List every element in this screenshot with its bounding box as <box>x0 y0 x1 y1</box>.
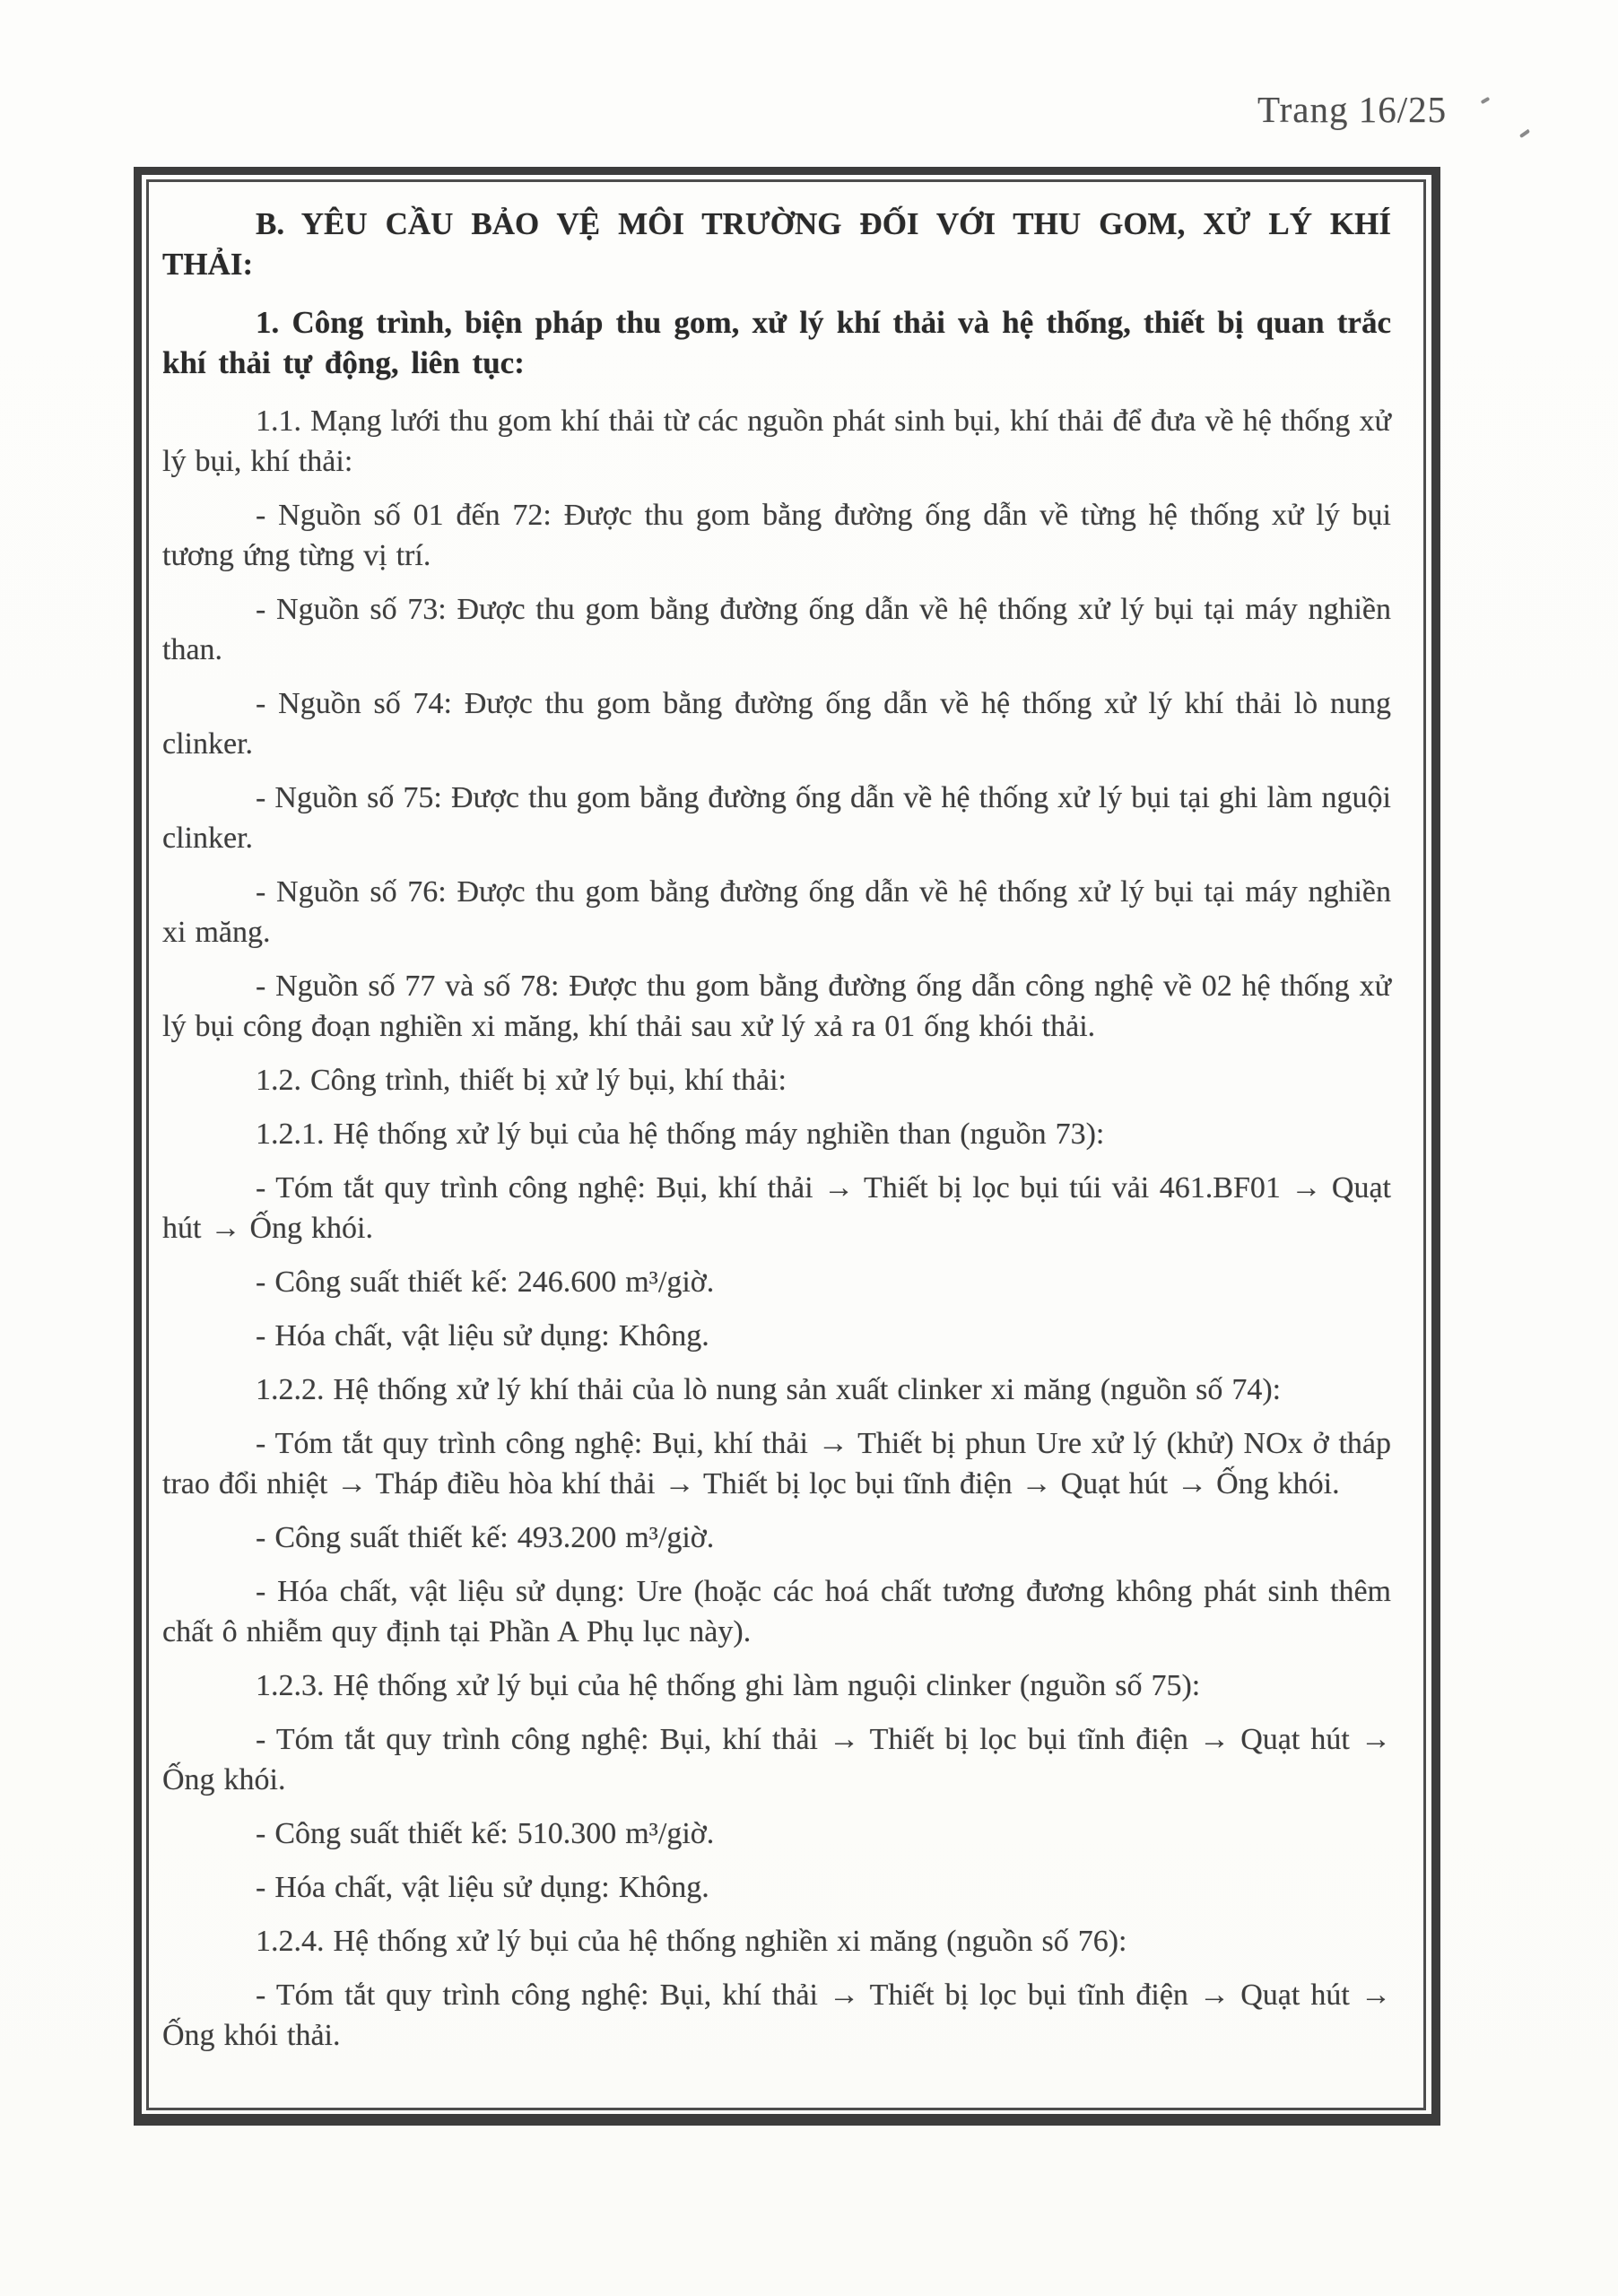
para-cong-suat-1-2-2: - Công suất thiết kế: 493.200 m³/giờ. <box>256 1521 715 1554</box>
heading-1-2-2: 1.2.2. Hệ thống xử lý khí thải của lò nung sản xuất clinker xi măng (nguồn số 74): <box>256 1373 1282 1406</box>
content-area <box>146 179 1426 2110</box>
para-quy-trinh-1-2-1: - Tóm tắt quy trình công nghệ: Bụi, khí thải → Thiết bị lọc bụi túi vải 461.BF01 → Quạt hút → Ống khói. <box>162 1171 1391 1245</box>
para-hoa-chat-1-2-1: - Hóa chất, vật liệu sử dụng: Không. <box>256 1319 709 1352</box>
page-number: Trang 16/25 <box>1257 89 1448 130</box>
para-hoa-chat-1-2-3: - Hóa chất, vật liệu sử dụng: Không. <box>256 1871 709 1904</box>
para-nguon-75: - Nguồn số 75: Được thu gom bằng đường ống dẫn về hệ thống xử lý bụi tại ghi làm nguội clinker. <box>162 781 1391 855</box>
para-nguon-77-78: - Nguồn số 77 và số 78: Được thu gom bằng đường ống dẫn công nghệ về 02 hệ thống xử lý bụi công đoạn nghiền xi măng, khí thải sau xử lý xả ra 01 ống khói thải. <box>162 970 1391 1043</box>
heading-section-b: B. YÊU CẦU BẢO VỆ MÔI TRƯỜNG ĐỐI VỚI THU GOM, XỬ LÝ KHÍ THẢI: <box>162 206 1391 282</box>
content-border-frame <box>134 167 1440 2126</box>
para-cong-suat-1-2-3: - Công suất thiết kế: 510.300 m³/giờ. <box>256 1817 715 1850</box>
heading-1-2-4: 1.2.4. Hệ thống xử lý bụi của hệ thống nghiền xi măng (nguồn số 76): <box>256 1925 1127 1958</box>
heading-1-2: 1.2. Công trình, thiết bị xử lý bụi, khí thải: <box>256 1064 787 1097</box>
scan-speck <box>1519 129 1530 138</box>
para-hoa-chat-1-2-2: - Hóa chất, vật liệu sử dụng: Ure (hoặc các hoá chất tương đương không phát sinh thêm chất ô nhiễm quy định tại Phần A Phụ lục này). <box>162 1575 1391 1648</box>
para-quy-trinh-1-2-4: - Tóm tắt quy trình công nghệ: Bụi, khí thải → Thiết bị lọc bụi tĩnh điện → Quạt hút → Ống khói thải. <box>162 1979 1391 2052</box>
para-1-1: 1.1. Mạng lưới thu gom khí thải từ các nguồn phát sinh bụi, khí thải để đưa về hệ thống xử lý bụi, khí thải: <box>162 404 1391 478</box>
para-nguon-73: - Nguồn số 73: Được thu gom bằng đường ống dẫn về hệ thống xử lý bụi tại máy nghiền than. <box>162 593 1391 666</box>
heading-1: 1. Công trình, biện pháp thu gom, xử lý khí thải và hệ thống, thiết bị quan trắc khí thải tự động, liên tục: <box>162 305 1391 380</box>
para-nguon-76: - Nguồn số 76: Được thu gom bằng đường ống dẫn về hệ thống xử lý bụi tại máy nghiền xi măng. <box>162 875 1391 949</box>
para-quy-trinh-1-2-2: - Tóm tắt quy trình công nghệ: Bụi, khí thải → Thiết bị phun Ure xử lý (khử) NOx ở tháp trao đổi nhiệt → Tháp điều hòa khí thải → Thiết bị lọc bụi tĩnh điện → Quạt hút → Ống khói. <box>162 1427 1391 1500</box>
heading-1-2-1: 1.2.1. Hệ thống xử lý bụi của hệ thống máy nghiền than (nguồn 73): <box>256 1118 1105 1151</box>
para-quy-trinh-1-2-3: - Tóm tắt quy trình công nghệ: Bụi, khí thải → Thiết bị lọc bụi tĩnh điện → Quạt hút → Ống khói. <box>162 1723 1391 1796</box>
para-nguon-01-72: - Nguồn số 01 đến 72: Được thu gom bằng đường ống dẫn về từng hệ thống xử lý bụi tương ứng từng vị trí. <box>162 499 1391 572</box>
heading-1-2-3: 1.2.3. Hệ thống xử lý bụi của hệ thống ghi làm nguội clinker (nguồn số 75): <box>256 1669 1201 1702</box>
para-cong-suat-1-2-1: - Công suất thiết kế: 246.600 m³/giờ. <box>256 1265 715 1299</box>
scan-speck <box>1481 97 1491 104</box>
para-nguon-74: - Nguồn số 74: Được thu gom bằng đường ống dẫn về hệ thống xử lý khí thải lò nung clinker. <box>162 687 1391 761</box>
